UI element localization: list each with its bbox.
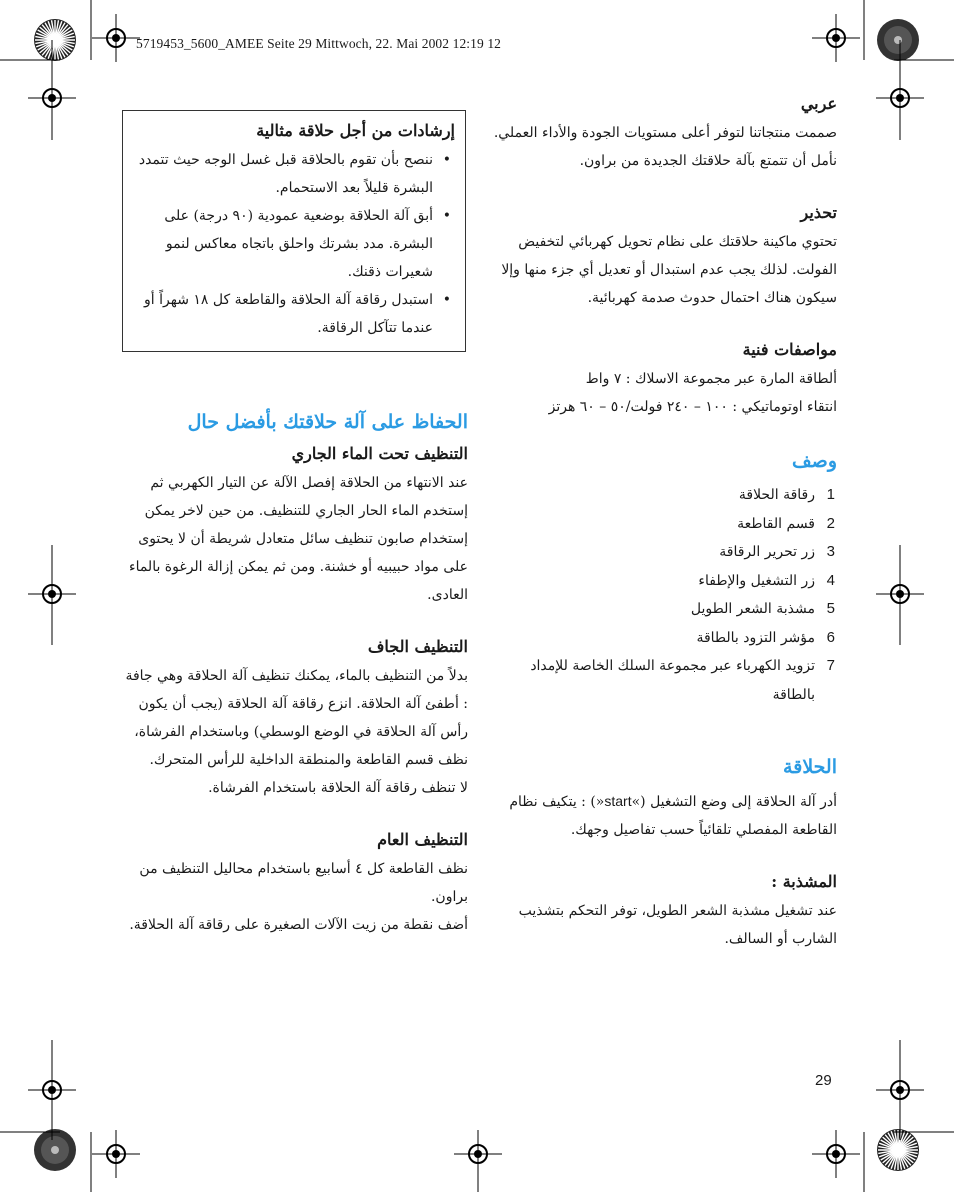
shaving-text (493, 787, 837, 844)
item-text: مؤشر التزود بالطاقة (696, 629, 815, 646)
dry-cleaning-note: لا تنظف رقاقة آلة الحلاقة باستخدام الفرشاة. (208, 780, 468, 796)
warning-title: تحذير (800, 203, 837, 222)
print-slug: 5719453_5600_AMEE Seite 29 Mittwoch, 22. Mai 2002 12:19 12 (136, 36, 502, 51)
shaving-text-pre: أدر آلة الحلاقة إلى وضع التشغيل (» (631, 794, 837, 810)
right-column (493, 92, 837, 953)
specs-line: ألطاقة المارة عبر مجموعة الاسلاك : ٧ واط (585, 371, 837, 387)
trimmer-title: المشذبة : (771, 872, 837, 891)
general-cleaning-text: نظف القاطعة كل ٤ أسابيع باستخدام محاليل التنظيف من براون. (139, 861, 468, 905)
item-text: مشذبة الشعر الطويل (690, 601, 815, 617)
intro-paragraph: صممت منتجاتنا لتوفر أعلى مستويات الجودة والأداء العملي. نأمل أن تتمتع بآلة حلاقتك الجديدة من براون. (493, 125, 837, 169)
specs-title: مواصفات فنية (742, 340, 837, 359)
warning-text: تحتوي ماكينة حلاقتك على نظام تحويل كهربائي لتخفيض الفولت. لذلك يجب عدم استبدال أو تعديل أي جزء منها وإلا سيكون هناك احتمال حدوث صدمة كهربائية. (501, 234, 837, 306)
tips-box (122, 110, 466, 352)
start-label: start (604, 793, 632, 809)
item-text: رقاقة الحلاقة (738, 487, 815, 503)
tip-item: • ننصح بأن تقوم بالحلاقة قبل غسل الوجه حيث تتمدد البشرة قليلاً بعد الاستحمام. (137, 146, 455, 202)
general-cleaning-title: التنظيف العام (377, 830, 468, 849)
general-cleaning-text: أضف نقطة من زيت الآلات الصغيرة على رقاقة آلة الحلاقة. (129, 917, 468, 933)
tip-item: • أبق آلة الحلاقة بوضعية عمودية (٩٠ درجة) على البشرة. مدد بشرتك واحلق باتجاه معاكس لنمو شعيرات ذقنك. (137, 202, 455, 286)
list-item (493, 538, 837, 567)
shaving-title: الحلاقة (783, 756, 837, 778)
list-item (493, 652, 837, 709)
specs-line: انتقاء اوتوماتيكي : ١٠٠ – ٢٤٠ فولت/٥٠ – ٦٠ هرتز (548, 399, 837, 415)
dry-cleaning-title: التنظيف الجاف (367, 637, 468, 656)
list-item (493, 510, 837, 539)
list-item (493, 595, 837, 624)
shaving-text-post: «) : يتكيف نظام القاطعة المفصلي تلقائياً حسب تفاصيل وجهك. (509, 794, 837, 838)
item-number: 1 (826, 486, 835, 503)
page-number: 29 (815, 1072, 832, 1089)
item-number: 6 (826, 628, 835, 646)
item-number: 3 (826, 543, 835, 560)
tip-item: • استبدل رقاقة آلة الحلاقة والقاطعة كل ١٨ شهراً أو عندما تتآكل الرقاقة. (137, 286, 455, 342)
language-title: عربي (800, 94, 837, 113)
list-item (493, 567, 837, 596)
running-water-title: التنظيف تحت الماء الجاري (291, 444, 468, 463)
dry-cleaning-text: بدلاً من التنظيف بالماء، يمكنك تنظيف آلة الحلاقة وهي جافة : أطفئ آلة الحلاقة. انزع رقاقة آلة الحلاقة (يجب أن يكون رأس آلة الحلاقة في الوضع الوسطي) وباستخدام الفرشاة، نظف قسم القاطعة والمنطقة الداخلية للرأس المتحرك. (125, 668, 468, 768)
item-text: زر تحرير الرقاقة (719, 544, 815, 560)
item-text: قسم القاطعة (737, 515, 815, 532)
item-number: 5 (826, 600, 835, 617)
description-title: وصف (792, 450, 837, 472)
item-number: 7 (826, 657, 835, 674)
list-item (493, 481, 837, 510)
item-number: 2 (826, 514, 835, 532)
trimmer-text: عند تشغيل مشذبة الشعر الطويل، توفر التحكم بتشذيب الشارب أو السالف. (518, 903, 837, 947)
care-title: الحفاظ على آلة حلاقتك بأفضل حال (187, 411, 468, 433)
item-text: تزويد الكهرباء عبر مجموعة السلك الخاصة للإمداد بالطاقة (530, 658, 815, 703)
item-number: 4 (826, 571, 835, 589)
running-water-text: عند الانتهاء من الحلاقة إفصل الآلة عن التيار الكهربي ثم إستخدم الماء الحار الجاري للتنظيف. من حين لاخر يمكن إستخدام صابون تنظيف سائل متعادل شريطة أن لا يحتوى على مواد حبيبيه أو خشنة. ومن ثم يمكن إزالة الرغوة بالماء العادى. (128, 475, 468, 603)
left-column (125, 408, 468, 939)
list-item (493, 624, 837, 653)
tips-title: إرشادات من أجل حلاقة مثالية (256, 121, 455, 140)
item-text: زر التشغيل والإطفاء (698, 572, 815, 589)
